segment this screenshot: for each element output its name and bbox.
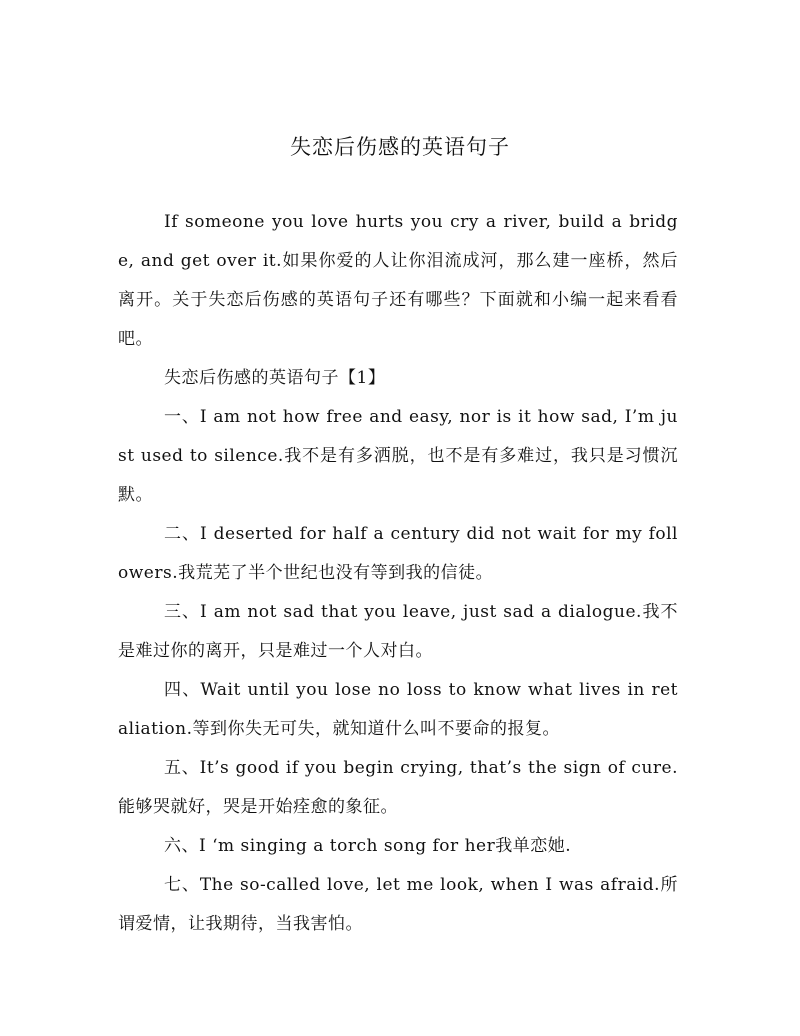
quote-item-1: 一、I am not how free and easy, nor is it how sad, I’m just used to silence.我不是有多洒脱，也不是有多难过，我只是习惯沉默。 (118, 407, 678, 505)
quote-item-7: 七、The so-called love, let me look, when I was afraid.所谓爱情，让我期待，当我害怕。 (118, 875, 678, 934)
quote-item-2: 二、I deserted for half a century did not wait for my followers.我荒芜了半个世纪也没有等到我的信徒。 (118, 524, 678, 583)
section-heading: 失恋后伤感的英语句子【1】 (164, 368, 386, 388)
intro-paragraph: If someone you love hurts you cry a river, build a bridge, and get over it.如果你爱的人让你泪流成河，那么建一座桥，然后离开。关于失恋后伤感的英语句子还有哪些？下面就和小编一起来看看吧。 (118, 212, 678, 349)
quote-item-6: 六、I ‘m singing a torch song for her我单恋她. (164, 836, 572, 856)
document-title: 失恋后伤感的英语句子 (290, 135, 510, 159)
quote-item-5: 五、It’s good if you begin crying, that’s the sign of cure. 能够哭就好，哭是开始痊愈的象征。 (118, 758, 678, 817)
quote-item-3: 三、I am not sad that you leave, just sad a dialogue.我不是难过你的离开，只是难过一个人对白。 (118, 602, 678, 661)
document-body (118, 203, 678, 944)
quote-item-4: 四、Wait until you lose no loss to know what lives in retaliation.等到你失无可失，就知道什么叫不要命的报复。 (118, 680, 678, 739)
